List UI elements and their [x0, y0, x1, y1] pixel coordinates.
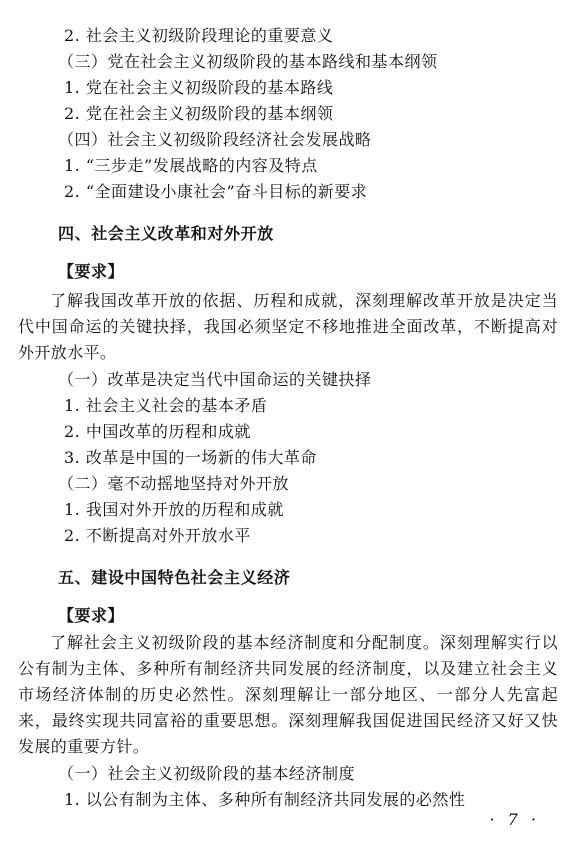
list-item: （一）社会主义初级阶段的基本经济制度 — [58, 764, 356, 783]
requirement-label: 【要求】 — [58, 606, 125, 625]
list-item: 1. 我国对外开放的历程和成就 — [64, 500, 284, 519]
list-item: （二）毫不动摇地坚持对外开放 — [58, 474, 290, 493]
list-item: （三）党在社会主义初级阶段的基本路线和基本纲领 — [58, 52, 438, 71]
section-heading: 四、社会主义改革和对外开放 — [58, 224, 274, 243]
list-item: 3. 改革是中国的一场新的伟大革命 — [64, 448, 317, 467]
list-item: 1. 党在社会主义初级阶段的基本路线 — [64, 78, 334, 97]
list-item: （一）改革是决定当代中国命运的关键抉择 — [58, 370, 372, 389]
list-item: 2. 不断提高对外开放水平 — [64, 526, 251, 545]
section-paragraph: 了解我国改革开放的依据、历程和成就，深刻理解改革开放是决定当代中国命运的关键抉择，我国必须坚定不移地推进全面改革，不断提高对外开放水平。 — [18, 291, 558, 362]
list-item: 1. “三步走”发展战略的内容及特点 — [64, 156, 318, 175]
list-item: 2. 中国改革的历程和成就 — [64, 422, 251, 441]
list-item: 1. 社会主义社会的基本矛盾 — [64, 396, 268, 415]
list-item: 2. 社会主义初级阶段理论的重要意义 — [64, 26, 334, 45]
section-heading: 五、建设中国特色社会主义经济 — [58, 568, 291, 587]
page-number: · 7 · — [489, 810, 540, 829]
list-item: （四）社会主义初级阶段经济社会发展战略 — [58, 130, 372, 149]
list-item: 2. 党在社会主义初级阶段的基本纲领 — [64, 104, 334, 123]
list-item: 1. 以公有制为主体、多种所有制经济共同发展的必然性 — [64, 790, 466, 809]
list-item: 2. “全面建设小康社会”奋斗目标的新要求 — [64, 182, 368, 201]
section-paragraph: 了解社会主义初级阶段的基本经济制度和分配制度。深刻理解实行以公有制为主体、多种所有制经济共同发展的经济制度，以及建立社会主义市场经济体制的历史必然性。深刻理解让一部分地区、一部分人先富起来，最终实现共同富裕的重要思想。深刻理解我国促进国民经济又好又快发展的重要方针。 — [18, 633, 558, 756]
requirement-label: 【要求】 — [58, 262, 125, 281]
